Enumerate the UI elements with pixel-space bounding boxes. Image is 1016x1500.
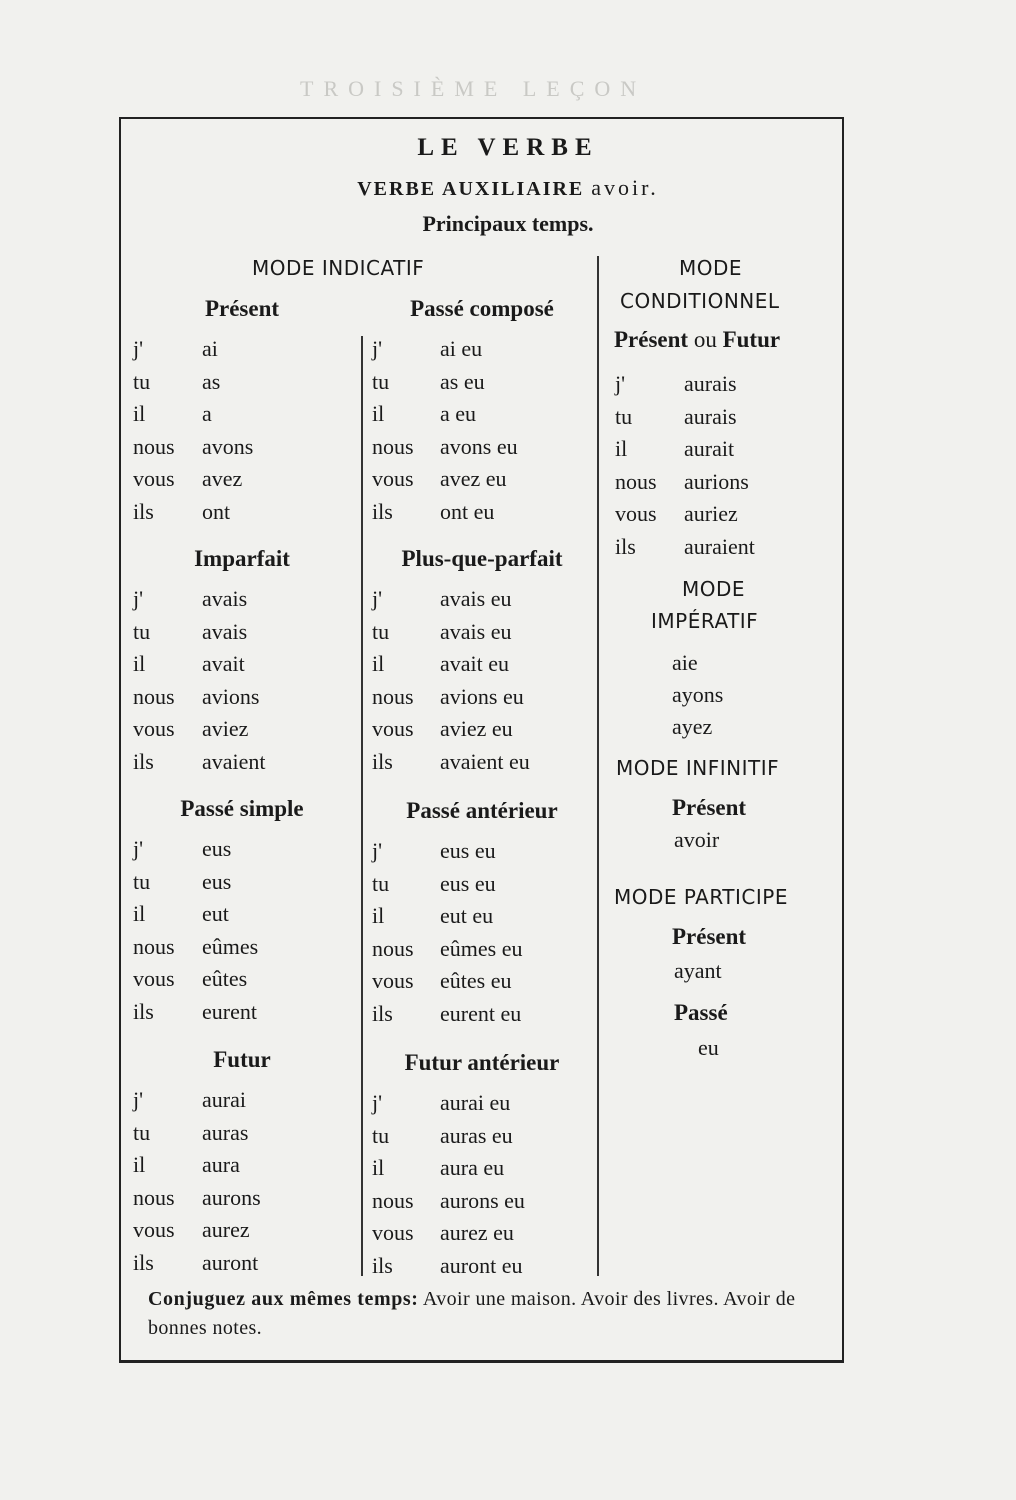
page-title: LE VERBE [417,134,599,161]
pronoun: ils [133,1249,154,1275]
mode-participe-header: MODE PARTICIPE [614,885,788,909]
participe-present-form: ayant [674,958,722,983]
verb-form: aviez eu [440,716,513,741]
verb-form: a [202,401,212,426]
tense-heading: Futur [213,1047,271,1072]
pronoun: j' [372,1090,383,1115]
mode-indicatif-header: MODE INDICATIF [252,256,425,280]
pronoun: tu [372,618,390,644]
pronoun: tu [133,618,151,644]
verb-form: aurions [684,468,749,494]
pronoun: vous [133,716,175,741]
participe-passe-label: Passé [674,1000,728,1025]
verb-form: eûtes eu [440,968,512,993]
pronoun: tu [133,368,151,394]
pronoun: nous [133,683,175,709]
conditionnel-tense-present: Présent [614,327,689,352]
exercise-instruction-text: Avoir une maison. Avoir des livres. Avoir de bonnes notes. [148,1288,796,1339]
pronoun: j' [372,838,383,863]
pronoun: j' [615,371,626,396]
verb-form: aurais [684,403,737,429]
verb-form: auras [202,1119,249,1145]
pronoun: il [133,1152,146,1177]
pronoun: vous [133,966,175,991]
mode-imperatif-header-2: IMPÉRATIF [651,609,759,633]
pronoun: tu [372,870,390,896]
verb-form: avons eu [440,433,518,459]
pronoun: ils [133,498,154,524]
pronoun: ils [133,998,154,1024]
verb-form: avais [202,618,248,644]
verb-form: auras eu [440,1122,513,1148]
pronoun: j' [372,336,383,361]
verb-form: aura [202,1152,240,1177]
conditionnel-tense-futur: Futur [722,327,781,352]
verb-form: eûmes eu [440,935,523,961]
verb-form: avaient [202,748,266,774]
pronoun: tu [133,1119,151,1145]
verb-form: avait [202,651,245,676]
verb-form: eurent eu [440,1000,522,1026]
tense-heading: Plus-que-parfait [401,546,563,571]
verb-form: aurons eu [440,1187,525,1213]
verb-form: aurez [202,1217,250,1242]
conditionnel-tense-ou: ou [693,327,717,352]
pronoun: vous [372,1220,414,1245]
exercise-instruction [148,1285,836,1343]
verb-form: avons [202,433,254,459]
pronoun: il [133,901,146,926]
verb-form: aurez eu [440,1220,514,1245]
tense-heading: Futur antérieur [404,1050,560,1075]
verb-form: auront [202,1249,259,1275]
pronoun: j' [372,586,383,611]
column-divider-2 [597,256,599,1276]
imperatif-form: ayez [672,714,713,739]
pronoun: il [372,903,385,928]
subtitle [0,175,1016,201]
verb-form: avez [202,466,243,491]
pronoun: vous [372,466,414,491]
mode-conditionnel-header-1: MODE [679,256,743,280]
verb-form: aurait [684,436,735,461]
column-divider-1 [361,336,363,1276]
mode-infinitif-header: MODE INFINITIF [616,756,780,780]
pronoun: vous [615,501,657,526]
verb-form: aviez [202,716,249,741]
participe-passe-form: eu [698,1035,719,1060]
verb-form: avais eu [440,586,512,611]
verb-form: ont eu [440,498,495,524]
imperatif-form: ayons [672,682,724,707]
verb-form: a eu [440,401,477,426]
pronoun: ils [372,748,393,774]
pronoun: il [372,401,385,426]
tense-heading: Passé simple [180,796,304,821]
pronoun: tu [372,368,390,394]
pronoun: tu [133,868,151,894]
tense-heading: Imparfait [194,546,290,571]
pronoun: ils [615,533,636,559]
pronoun: nous [133,1184,175,1210]
verb-form: as eu [440,368,485,394]
verb-form: eus [202,836,232,861]
pronoun: nous [372,683,414,709]
verb-form: eûmes [202,933,259,959]
tense-heading: Présent [204,296,280,321]
pronoun: il [133,401,146,426]
pronoun: j' [133,836,144,861]
pronoun: ils [372,498,393,524]
pronoun: nous [615,468,657,494]
verb-form: ai [202,336,218,361]
subtitle-bold: VERBE AUXILIAIRE [357,178,585,200]
pronoun: nous [372,433,414,459]
pronoun: vous [372,968,414,993]
pronoun: ils [133,748,154,774]
bleed-through-heading: TROISIÈME LEÇON [300,76,647,101]
verb-form: avions [202,683,260,709]
tense-heading: Passé antérieur [406,798,558,823]
pronoun: ils [372,1252,393,1278]
pronoun: nous [133,433,175,459]
pronoun: nous [372,935,414,961]
verb-form: auraient [684,533,755,559]
verb-form: as [202,368,221,394]
verb-form: aurons [202,1184,261,1210]
pronoun: il [372,1155,385,1180]
verb-form: eûtes [202,966,248,991]
subtitle-verb: avoir. [591,175,659,200]
verb-form: aura eu [440,1155,505,1180]
exercise-instruction-bold: Conjuguez aux mêmes temps: [148,1288,419,1310]
pronoun: j' [133,1087,144,1112]
conditionnel-tense-heading [614,327,780,353]
verb-form: ont [202,498,231,524]
pronoun: ils [372,1000,393,1026]
verb-form: avait eu [440,651,510,676]
infinitif-form: avoir [674,827,720,852]
pronoun: nous [372,1187,414,1213]
verb-form: eut [202,901,229,926]
pronoun: j' [133,586,144,611]
verb-form: eus [202,868,232,894]
tense-heading: Passé composé [410,296,554,321]
verb-form: eus eu [440,870,496,896]
verb-form: avais [202,586,248,611]
verb-form: aurai [202,1087,246,1112]
pronoun: vous [372,716,414,741]
pronoun: tu [615,403,633,429]
pronoun: vous [133,1217,175,1242]
verb-form: aurais [684,371,737,396]
pronoun: j' [133,336,144,361]
subtitle-principal-tenses: Principaux temps. [422,211,594,236]
pronoun: vous [133,466,175,491]
pronoun: nous [133,933,175,959]
verb-form: aurai eu [440,1090,511,1115]
verb-form: auront eu [440,1252,523,1278]
verb-form: eus eu [440,838,496,863]
mode-imperatif-header-1: MODE [682,577,746,601]
participe-present-label: Présent [672,924,747,949]
verb-form: avais eu [440,618,512,644]
verb-form: eurent [202,998,257,1024]
verb-form: eut eu [440,903,494,928]
mode-conditionnel-header-2: CONDITIONNEL [620,289,780,313]
verb-form: auriez [684,501,738,526]
imperatif-form: aie [672,650,698,675]
verb-form: avaient eu [440,748,530,774]
pronoun: il [133,651,146,676]
verb-form: ai eu [440,336,483,361]
pronoun: tu [372,1122,390,1148]
verb-form: avez eu [440,466,507,491]
pronoun: il [615,436,628,461]
verb-form: avions eu [440,683,524,709]
pronoun: il [372,651,385,676]
infinitif-tense: Présent [672,795,747,820]
